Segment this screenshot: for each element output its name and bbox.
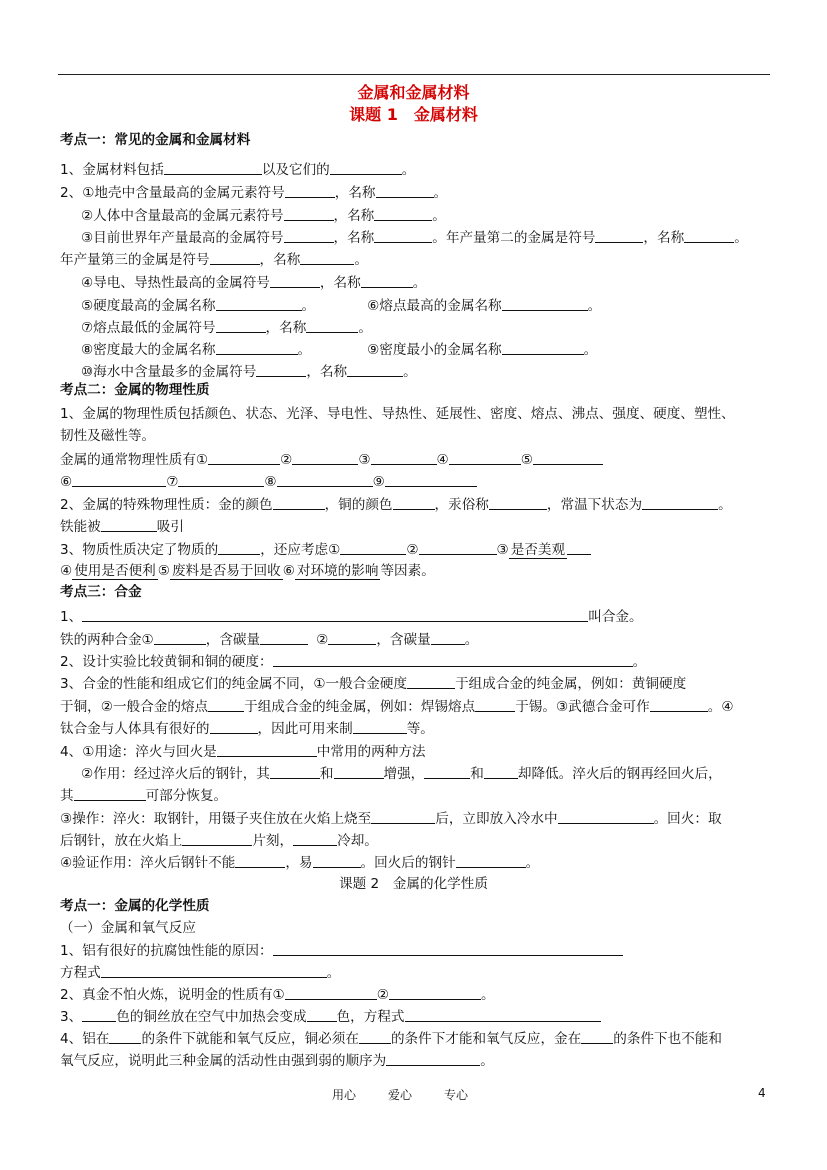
question-line: 金属的通常物理性质有① ② ③ ④ ⑤	[60, 450, 603, 470]
question-line: ⑩海水中含量最多的金属符号 ，名称 。	[81, 364, 417, 380]
question-line: 3、合金的性能和组成它们的纯金属不同，①一般合金硬度 于组成合金的纯金属，例如：黄铜硬度	[60, 676, 687, 692]
question-line: 方程式 。	[60, 965, 341, 981]
section-heading: 考点三：合金	[60, 584, 142, 600]
header-rule	[58, 74, 770, 75]
question-line: 年产量第三的金属是符号 ，名称 。	[60, 252, 368, 268]
question-line: 1、铝有很好的抗腐蚀性能的原因：	[60, 941, 623, 961]
question-line: ⑦熔点最低的金属符号 ，名称 。	[81, 320, 372, 336]
question-line: ⑥ ⑦ ⑧ ⑨	[60, 472, 477, 492]
question-line: 4、铝在 的条件下就能和氧气反应，铜必须在 的条件下才能和氧气反应，金在 的条件下也不能和	[60, 1031, 722, 1047]
question-line: ④ 使用是否便利 ⑤ 废料是否易于回收 ⑥ 对环境的影响 等因素。	[60, 563, 435, 579]
footer-text: 爱心	[388, 1088, 413, 1102]
question-line: 3、 色的铜丝放在空气中加热会变成 色，方程式	[60, 1007, 601, 1027]
footer-text: 用心	[332, 1088, 357, 1102]
question-line: ③操作：淬火：取钢针，用镊子夹住放在火焰上烧至 后，立即放入冷水中 。回火：取	[60, 811, 722, 827]
question-line: ④导电、导热性最高的金属符号 ，名称 。	[81, 275, 427, 291]
question-line: 1、 叫合金。	[60, 609, 643, 625]
paragraph-line: 韧性及磁性等。	[60, 428, 156, 444]
question-line: 钛合金与人体具有很好的 ，因此可用来制 等。	[60, 721, 434, 737]
question-line: 2、①地壳中含量最高的金属元素符号 ，名称 。	[60, 185, 448, 201]
paragraph-line: 1、金属的物理性质包括颜色、状态、光泽、导电性、导热性、延展性、密度、熔点、沸点、强度、硬度、塑性、	[60, 406, 735, 422]
question-line: 其 可部分恢复。	[60, 788, 228, 804]
lesson-2-title: 课题 2 金属的化学性质	[339, 876, 488, 892]
question-line: 氧气反应，说明此三种金属的活动性由强到弱的顺序为 。	[60, 1053, 494, 1069]
question-line: 1、金属材料包括 以及它们的 。	[60, 162, 416, 178]
page-title: 金属和金属材料	[357, 83, 470, 102]
question-line: 2、金属的特殊物理性质：金的颜色 ，铜的颜色 ，汞俗称 ，常温下状态为 。	[60, 497, 732, 513]
question-line: ③目前世界年产量最高的金属符号 ，名称 。年产量第二的金属是符号 ，名称 。	[81, 230, 748, 246]
section-heading: 考点二：金属的物理性质	[60, 382, 210, 398]
question-line: ④验证作用：淬火后钢针不能 ，易 。回火后的钢针 。	[60, 855, 540, 871]
question-line: 2、设计实验比较黄铜和铜的硬度： 。	[60, 654, 647, 670]
question-line: ②作用：经过淬火后的钢针，其 和 增强， 和 却降低。淬火后的钢再经回火后，	[81, 766, 722, 782]
question-line: ⑧密度最大的金属名称 。 ⑨密度最小的金属名称 。	[81, 342, 598, 358]
page-number: 4	[758, 1086, 766, 1100]
question-line: 铁能被 吸引	[60, 519, 184, 535]
question-line: 2、真金不怕火炼，说明金的性质有① ② 。	[60, 987, 495, 1003]
question-line: 于铜，②一般合金的熔点 于组成合金的纯金属，例如：焊锡熔点 于锡。③武德合金可作 。④	[60, 699, 734, 715]
section-heading: 考点一：常见的金属和金属材料	[60, 132, 251, 148]
question-line: ⑤硬度最高的金属名称 。 ⑥熔点最高的金属名称 。	[81, 298, 602, 314]
section-heading: 考点一：金属的化学性质	[60, 898, 210, 914]
subsection-heading: （一）金属和氧气反应	[60, 920, 196, 936]
lesson-title: 课题 1 金属材料	[349, 105, 478, 124]
question-line: ②人体中含量最高的金属元素符号 ，名称 。	[81, 208, 446, 224]
question-line: 3、物质性质决定了物质的 ，还应考虑① ② ③ 是否美观	[60, 540, 591, 560]
footer-text: 专心	[444, 1088, 469, 1102]
question-line: 4、①用途：淬火与回火是 中常用的两种方法	[60, 744, 426, 760]
question-line: 后钢针，放在火焰上 片刻， 冷却。	[60, 833, 378, 849]
question-line: 铁的两种合金① ，含碳量 ② ，含碳量 。	[60, 632, 479, 648]
